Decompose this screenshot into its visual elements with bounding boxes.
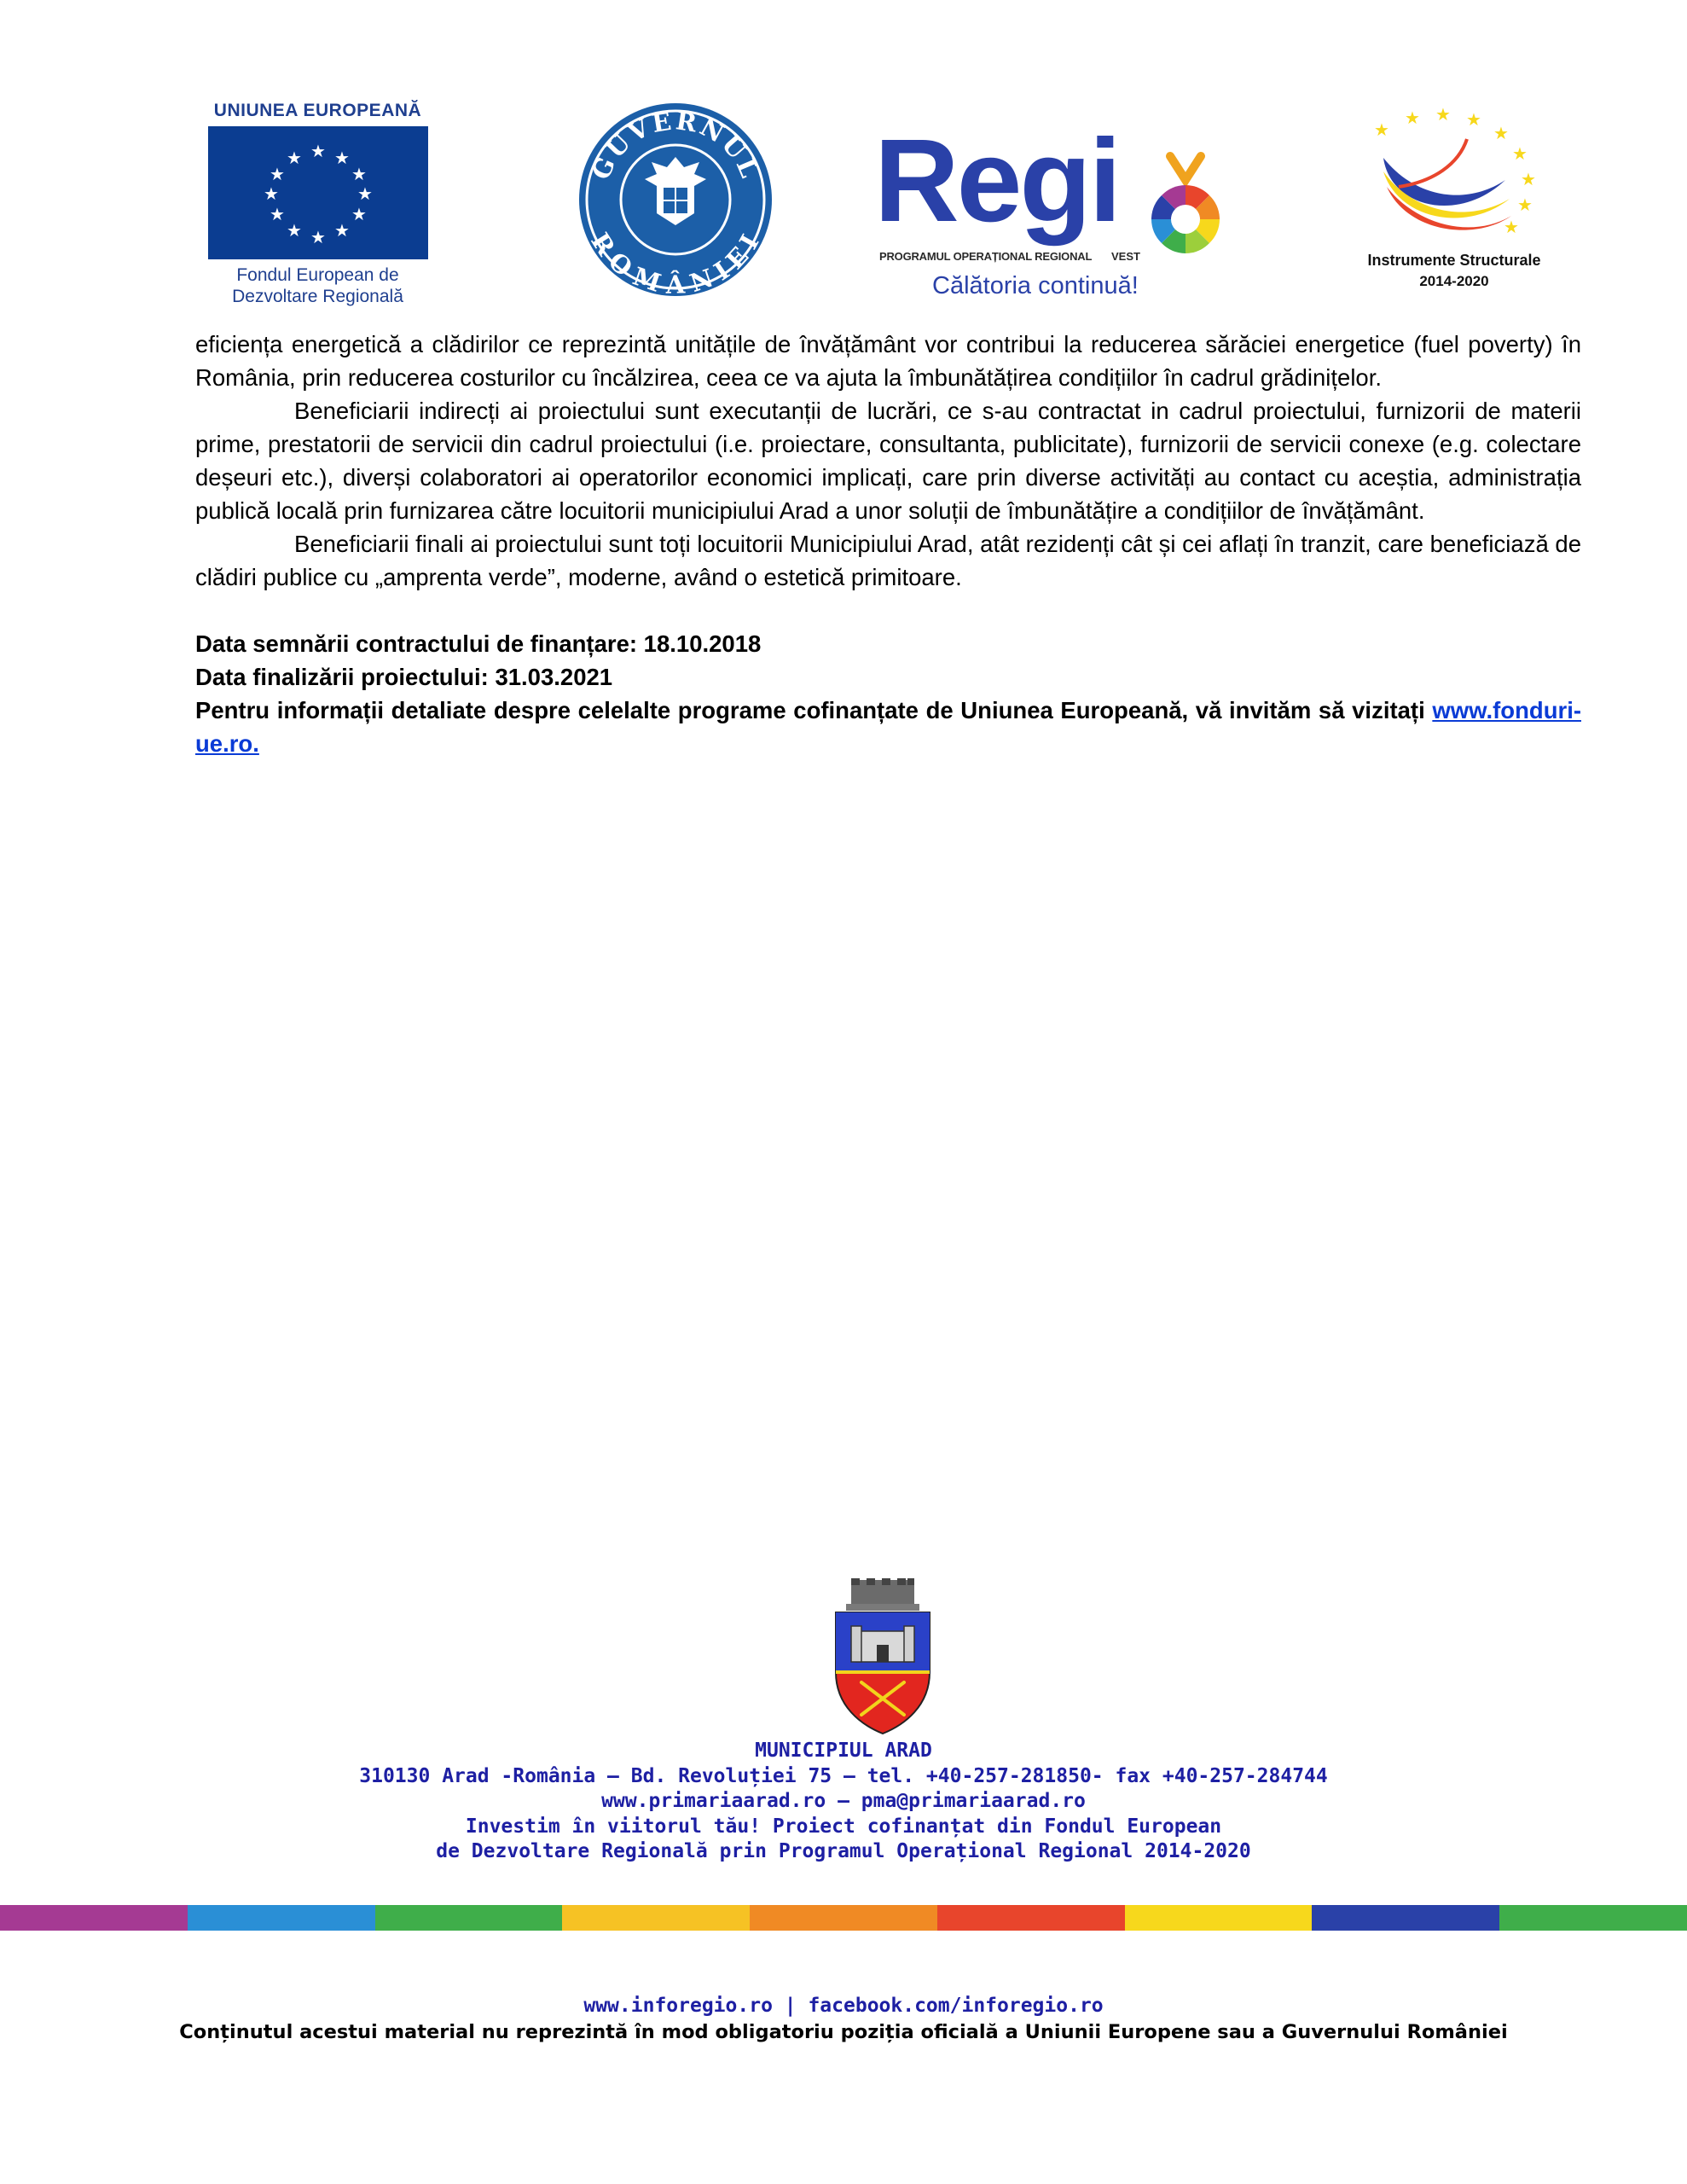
arad-coat-of-arms-icon [827,1578,938,1736]
project-completion-date: Data finalizării proiectului: 31.03.2021 [195,664,613,690]
svg-text:★: ★ [286,148,302,168]
svg-text:★: ★ [286,220,302,241]
svg-text:★: ★ [357,183,373,204]
eu-logo [200,101,435,307]
stripe-segment [937,1905,1125,1931]
government-seal-icon [577,101,774,299]
svg-text:★: ★ [1374,119,1389,140]
stripe-segment [188,1905,375,1931]
regio-slogan: Călătoria continuă! [932,272,1139,299]
regio-program-text: PROGRAMUL OPERAȚIONAL REGIONAL [879,250,1093,263]
svg-text:★: ★ [310,227,326,247]
stripe-segment [750,1905,937,1931]
paragraph-energy-efficiency: eficiența energetică a clădirilor ce reprezintă unitățile de învățământ vor contribui la reducerea sărăciei energetice (fuel poverty) în România, prin reducerea costurilor cu încălzirea, ceea ce va ajuta la îmbunătățirea condițiilor în cadrul grădinițelor. [195,331,1581,391]
arad-web-email: www.primariaarad.ro – pma@primariaarad.ro [601,1790,1086,1812]
svg-text:★: ★ [1521,169,1536,189]
footer-disclaimer: Conținutul acestui material nu reprezintă în mod obligatoriu poziția oficială a Uniunii Europene sau a Guvernului României [179,2021,1508,2043]
svg-text:★: ★ [351,204,367,224]
paragraph-indirect-beneficiaries: Beneficiarii indirecți ai proiectului sunt executanții de lucrări, ce s-au contractat in cadrul proiectului, furnizorii de materii prime, prestatorii de servicii din cadrul proiectului (i.e. proiectare, consultanta, publicitate), furnizorii de servicii conexe (e.g. colectare deșeuri etc.), diverși colaboratori ai operatorilor economici implicați, care prin diverse activități au contact cu aceștia, administrația publică locală prin furnizarea către locuitorii municipiului Arad a unor soluții de îmbunătățire a condițiilor de învățământ. [195,398,1581,524]
stripe-segment [1312,1905,1499,1931]
stripe-segment [562,1905,750,1931]
regio-logo [874,115,1232,301]
svg-text:★: ★ [269,204,285,224]
svg-text:★: ★ [1512,143,1528,164]
svg-text:★: ★ [1517,195,1533,215]
stripe-segment [0,1905,188,1931]
regio-color-wheel-icon [1143,149,1228,258]
svg-text:★: ★ [1466,109,1481,130]
stripe-segment [1499,1905,1687,1931]
gov-seal-top-text: GUVERNUL [586,106,765,184]
info-paragraph [195,694,1581,760]
eu-flag-icon [208,126,428,259]
stripe-segment [1125,1905,1313,1931]
paragraph-final-beneficiaries: Beneficiarii finali ai proiectului sunt toți locuitorii Municipiului Arad, atât rezidenți cât și cei aflați în tranzit, care beneficiază de clădiri publice cu „amprenta verde”, moderne, având o estetică primitoare. [195,531,1581,590]
structural-instruments-emblem-icon [1330,105,1578,250]
color-stripe [0,1905,1687,1931]
info-text: Pentru informații detaliate despre celelalte programe cofinanțate de Uniunea Europeană, vă invităm să vizitați [195,697,1425,723]
structural-instruments-logo [1330,105,1578,301]
arad-slogan-line1: Investim în viitorul tău! Proiect cofinanțat din Fondul European [465,1815,1222,1838]
svg-text:★: ★ [351,164,367,184]
eu-logo-line2: Dezvoltare Regională [232,287,403,306]
regio-region-text: VEST [1111,250,1140,263]
arad-municipality-block [0,1739,1687,1865]
eu-logo-title: UNIUNEA EUROPEANĂ [213,101,422,120]
svg-text:★: ★ [1493,123,1509,143]
document-body [195,328,1581,760]
svg-text:★: ★ [1405,107,1420,128]
gov-seal-bottom-text: ROMÂNIEI [585,227,767,299]
arad-title: MUNICIPIUL ARAD [755,1740,932,1762]
svg-text:★: ★ [333,220,350,241]
stripe-segment [375,1905,563,1931]
svg-text:★: ★ [1435,105,1451,125]
regio-wordmark: Regi [874,115,1120,247]
logo-header [0,101,1687,305]
svg-text:★: ★ [263,183,279,204]
structural-instruments-period: 2014-2020 [1419,273,1489,289]
contract-signing-date: Data semnării contractului de finanțare: 18.10.2018 [195,630,762,657]
page-footer [0,1993,1687,2046]
svg-text:★: ★ [1504,217,1519,237]
structural-instruments-title: Instrumente Structurale [1367,252,1541,269]
svg-text:★: ★ [269,164,285,184]
arad-address: 310130 Arad -România – Bd. Revoluției 75 – tel. +40-257-281850- fax +40-257-284744 [359,1764,1328,1787]
eu-logo-line1: Fondul European de [236,265,399,285]
svg-text:★: ★ [333,148,350,168]
arad-slogan-line2: de Dezvoltare Regională prin Programul Operațional Regional 2014-2020 [436,1840,1251,1862]
svg-text:★: ★ [310,141,326,161]
footer-links[interactable]: www.inforegio.ro | facebook.com/inforegio.ro [583,1995,1104,2017]
fonduri-ue-link[interactable]: www.fonduri-ue.ro. [195,697,1582,757]
